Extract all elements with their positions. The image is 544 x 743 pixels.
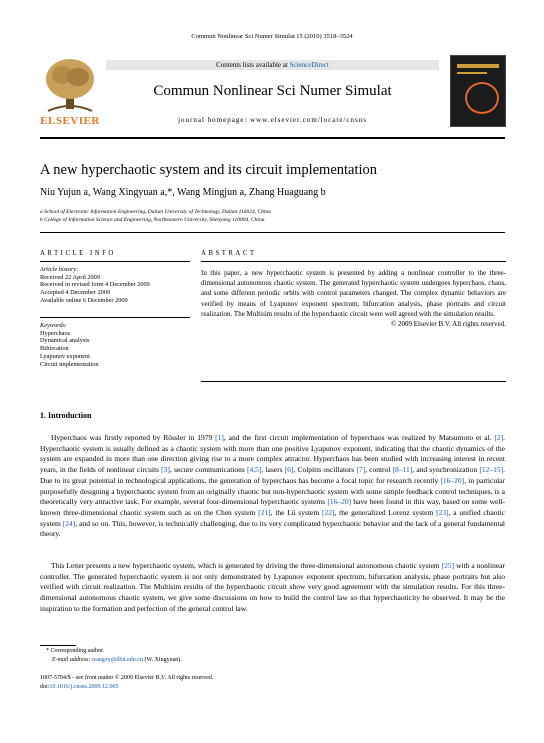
history-item: Received 22 April 2009: [40, 273, 100, 281]
article-info-rule: [40, 261, 190, 262]
abstract-heading: ABSTRACT: [201, 250, 257, 257]
keywords-label: Keywords:: [40, 322, 68, 329]
abstract-copyright: © 2009 Elsevier B.V. All rights reserved.: [390, 320, 506, 329]
paragraph-text: , in particular purposefully designing a hyperchaotic system from an originally chaotic but non-hyperchaotic system with some simple feedback control techniques, is a theoretically very attractive task. For example, several four-dimensional hyperchaotic systems: [40, 475, 505, 507]
history-rule: [40, 317, 190, 318]
history-item: Accepted 4 December 2009: [40, 289, 111, 297]
paragraph-text: , and synchronization: [412, 465, 480, 475]
intro-paragraph: [40, 433, 505, 540]
article-info-heading: ARTICLE INFO: [40, 250, 116, 257]
elsevier-tree-logo[interactable]: [40, 55, 100, 125]
citation-link[interactable]: [22]: [322, 507, 335, 517]
abstract-rule: [201, 261, 506, 262]
paragraph-text: , and the first circuit implementation of hyperchaos was realized by Matsumoto et al.: [223, 433, 495, 442]
citation-link[interactable]: [16–20]: [440, 475, 465, 485]
affiliation-a: a School of Electronic Information Engineering, Dalian University of Technology, Dalian 116024, China: [40, 209, 271, 215]
paragraph-text: . Hyperchaotic system is usually defined as a chaotic system with more than one positive Lyapunov exponent, indicating that the chaotic dynamics of the system are expanded in more than one direction giving rise to a more complex attractor. Hyperchaos has been studied with increasing interest in recent years, in the fields of nonlinear circuits: [40, 433, 506, 475]
paragraph-text: , control: [365, 465, 393, 475]
citation-link[interactable]: [25]: [441, 561, 455, 570]
citation-link[interactable]: [2]: [494, 433, 504, 442]
intro-paragraph: [40, 561, 505, 615]
contents-line: [106, 60, 439, 70]
history-item: Received in revised form 4 December 2009: [40, 281, 150, 289]
citation-link[interactable]: [21]: [258, 507, 271, 517]
citation-link[interactable]: [1]: [215, 433, 224, 442]
abstract-body: [201, 268, 506, 329]
journal-header: [40, 55, 505, 131]
affiliation-rule: [40, 232, 505, 233]
paragraph-text: , the Lü system: [270, 507, 322, 517]
citation-link[interactable]: [24]: [62, 518, 76, 528]
journal-cover-image: [450, 55, 506, 127]
citation-link[interactable]: [4,5]: [247, 465, 262, 475]
paragraph-text: , a unified chaotic system: [40, 507, 506, 528]
footnote-rule: [40, 645, 76, 646]
paragraph-text: , the generalized Lorenz system: [334, 507, 437, 517]
doi-link[interactable]: 10.1016/j.cnsns.2009.12.005: [49, 684, 119, 690]
paragraph-text: , and so on. This, however, is technically challenging, due to its very complicated hyperchaotic behavior and the lack of a general fundamental theory.: [40, 518, 505, 539]
paragraph-text: This Letter presents a new hyperchaotic system, which is generated by driving the three-dimensional autonomous chaotic system: [51, 561, 442, 570]
paragraph-text: . Due to its great potential in technological applications, the generation of hyperchaos has become a focal topic for research recently: [40, 465, 506, 485]
journal-info-box: [106, 55, 439, 131]
author-list: Niu Yujun a, Wang Xingyuan a,*, Wang Mingjun a, Zhang Huaguang b: [40, 187, 326, 198]
keyword-item: Bifurcation: [40, 345, 69, 353]
sciencedirect-link[interactable]: ScienceDirect: [289, 61, 329, 69]
keyword-item: Dynamical analysis: [40, 337, 90, 345]
doi-label: doi:: [40, 684, 50, 690]
email-footnote: [52, 657, 182, 663]
citation-link[interactable]: [12–15]: [479, 465, 504, 475]
keyword-item: Lyapunov exponent: [40, 352, 90, 360]
paragraph-text: , lasers: [261, 465, 285, 475]
doi-line: [40, 684, 119, 690]
email-link[interactable]: wangxy@dlut.edu.cn: [91, 657, 143, 663]
abstract-text: In this paper, a new hyperchaotic system is presented by adding a nonlinear controller to the three-dimensional autonomous chaotic system. The generated hyperchaotic system undergoes hyperchaos, chaos, and some different periodic orbits with control parameters changed. The complex dynamic behaviors are verified by means of Lyapunov exponent spectrum, bifurcation analysis, phase portraits and circuit realization. The Multisim results of the hyperchaotic circuit were well agreed with the simulation results.: [201, 269, 506, 318]
journal-homepage[interactable]: journal homepage: www.elsevier.com/locate/cnsns: [178, 116, 367, 124]
paragraph-text: Hyperchaos was firstly reported by Rössler in 1979: [51, 433, 216, 442]
citation-link[interactable]: [8–11]: [392, 465, 413, 475]
citation-link[interactable]: [3]: [161, 465, 170, 475]
journal-title: Commun Nonlinear Sci Numer Simulat: [153, 83, 392, 99]
publisher-logo-text: ELSEVIER: [40, 115, 100, 127]
email-suffix: (W. Xingyuan).: [142, 657, 182, 663]
citation-link[interactable]: [6]: [284, 465, 294, 475]
corresponding-author-note: * Corresponding author.: [46, 648, 105, 654]
history-label: Article history:: [40, 266, 79, 273]
citation-link[interactable]: [23]: [436, 507, 449, 517]
article-history: [40, 266, 190, 305]
paragraph-text: , Colpitts oscillators: [293, 465, 357, 475]
paragraph-text: , secure communications: [169, 465, 247, 475]
abstract-bottom-rule: [201, 381, 506, 382]
email-label: E-mail address:: [52, 657, 92, 663]
keyword-item: Hyperchaos: [40, 329, 71, 337]
keyword-item: Circuit implementation: [40, 360, 99, 368]
citation-link[interactable]: [7]: [356, 465, 366, 475]
keywords-block: [40, 322, 190, 368]
paragraph-text: with a nonlinear controller. The generated hyperchaotic system is not only demonstrated by Lyapunov exponent spectrum, bifurcation analysis, phase portraits but also verified with circuit realization. The Multisim results of the hyperchaotic circuit show very good agreement with the simulation results. For this three-dimensional autonomous chaotic system, we give some discussions on how to build the control law so that hyperchaoticity be observed. It may be the inspiration to the formation and perfection of the general control law.: [40, 561, 505, 613]
issn-line: 1007-5704/$ - see front matter © 2009 Elsevier B.V. All rights reserved.: [40, 675, 214, 681]
tree-icon: [40, 55, 100, 113]
affiliation-b: b College of Information Science and Engineering, Northeastern University, Shenyang 110004, China: [40, 217, 265, 223]
contents-prefix: Contents lists available at: [216, 61, 290, 69]
history-item: Available online 6 December 2009: [40, 296, 128, 304]
citation-link[interactable]: [16–20]: [327, 497, 352, 507]
header-rule: [40, 137, 505, 139]
section-heading: 1. Introduction: [40, 411, 92, 420]
article-title: A new hyperchaotic system and its circuit implementation: [40, 162, 378, 178]
running-header: Commun Nonlinear Sci Numer Simulat 15 (2010) 3518–3524: [191, 33, 353, 40]
paragraph-text: have been found in this way, based on some well-known three-dimensional chaotic system such as on the Chen system: [40, 497, 505, 517]
